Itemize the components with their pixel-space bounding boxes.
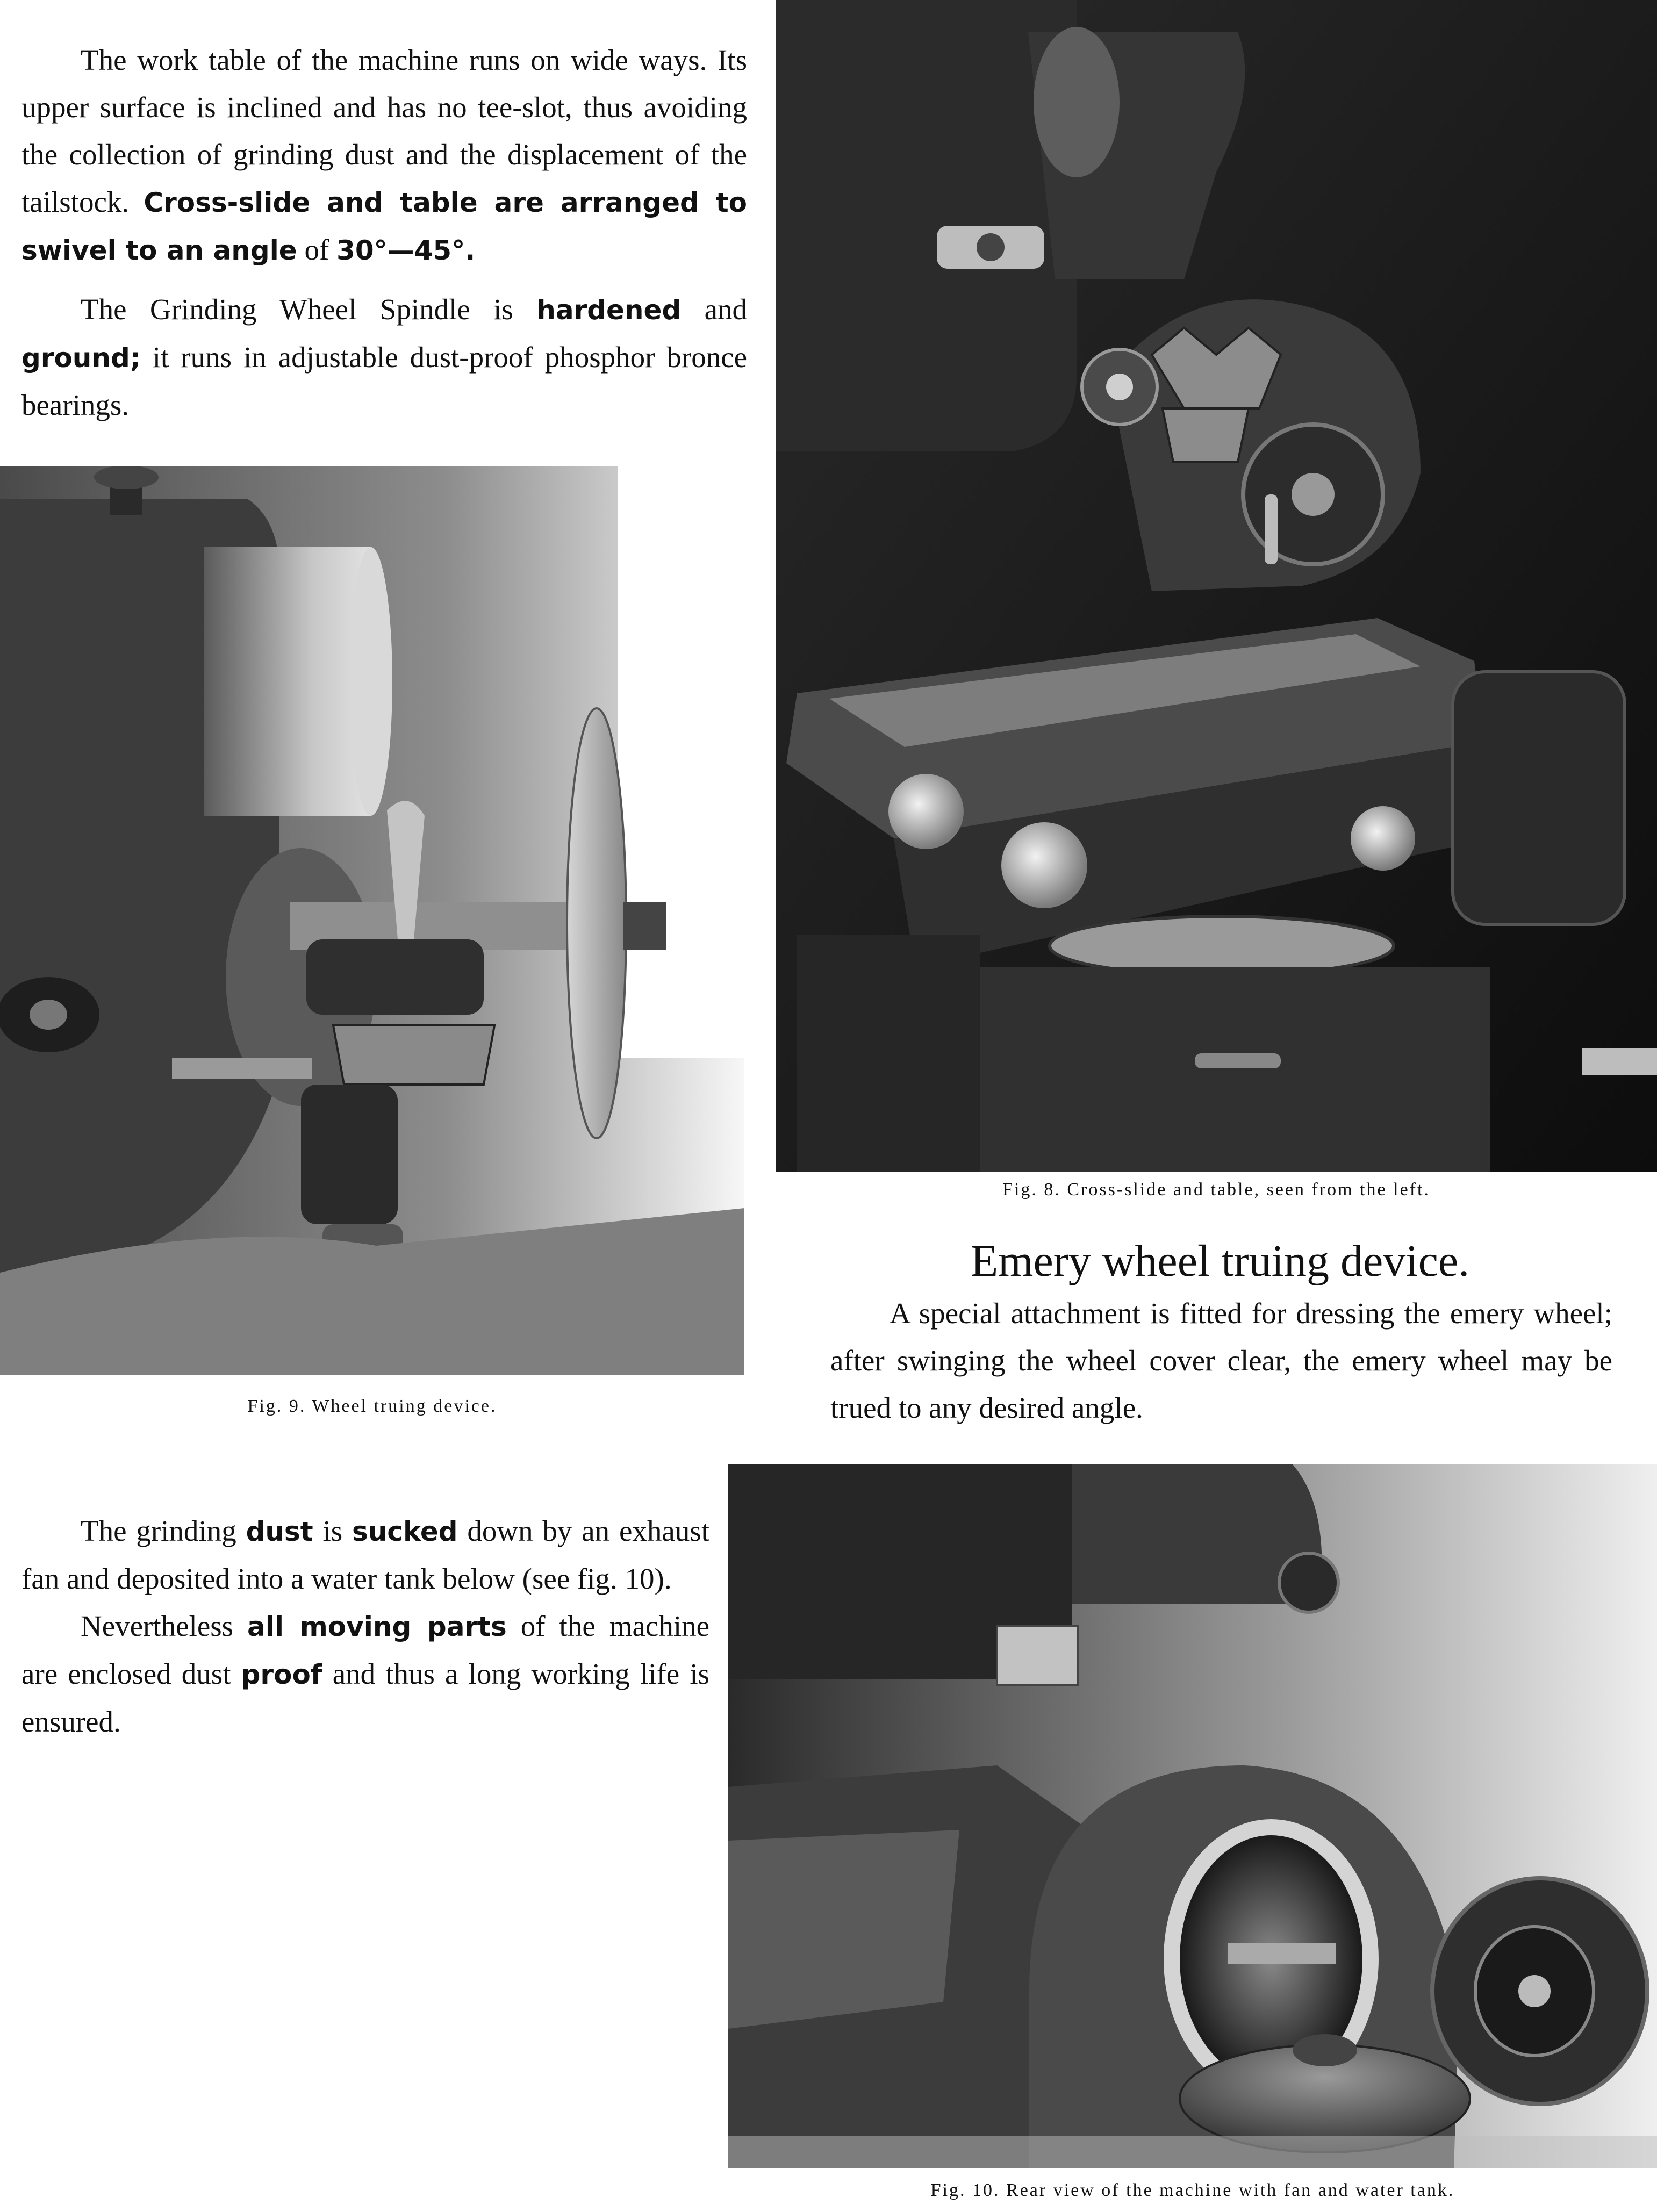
emery-text: A special attachment is fitted for dressing the emery wheel; after swinging the wheel cover clear, the emery wheel may be trued to any desired angle.	[830, 1297, 1612, 1424]
dust-paragraph-1: The grinding dust is sucked down by an exhaust fan and deposited into a water tank below (see fig. 10).	[21, 1514, 710, 1595]
fig8-caption: Fig. 8. Cross-slide and table, seen from the left.	[1002, 1180, 1430, 1200]
fig8-photo	[776, 0, 1657, 1172]
wheel-truing-device-illustration	[0, 466, 744, 1375]
fig9-photo	[0, 466, 744, 1375]
fig10-photo	[728, 1464, 1657, 2168]
fig10-caption: Fig. 10. Rear view of the machine with fan and water tank.	[930, 2180, 1455, 2200]
fig9-caption: Fig. 9. Wheel truing device.	[247, 1396, 497, 1416]
rear-view-fan-tank-illustration	[728, 1464, 1657, 2168]
dust-paragraph-2: Nevertheless all moving parts of the machine are enclosed dust proof and thus a long working life is ensured.	[21, 1610, 710, 1738]
intro-paragraph-1: The work table of the machine runs on wide ways. Its upper surface is inclined and has no tee-slot, thus avoiding the collection of grinding dust and the displacement of the tailstock. Cross-slide and table are arranged to swivel to an angle of 30°—45°.	[21, 44, 748, 266]
cross-slide-machine-illustration	[776, 0, 1657, 1172]
emery-heading: Emery wheel truing device.	[970, 1236, 1470, 1286]
intro-text	[21, 37, 747, 429]
intro-paragraph-2: The Grinding Wheel Spindle is hardened and ground; it runs in adjustable dust-proof phosphor bronce bearings.	[21, 293, 748, 421]
dust-text	[21, 1507, 709, 1746]
